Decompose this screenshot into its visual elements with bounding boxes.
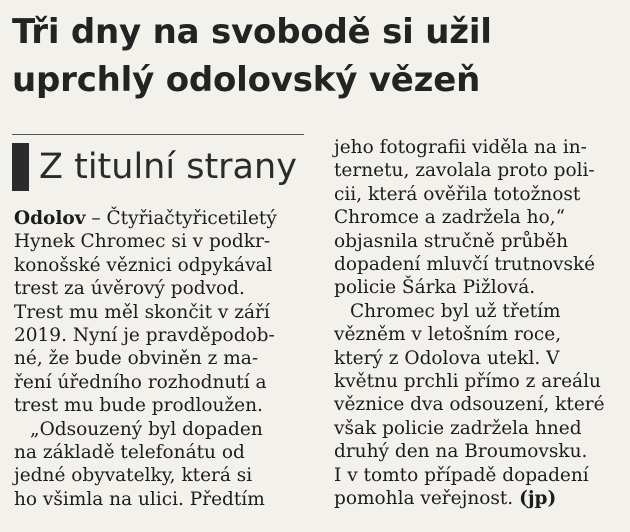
paragraph-line: jedné obyvatelky, která si (14, 465, 253, 487)
last-line-text: pomohla veřejnost. (334, 488, 520, 510)
paragraph-line: květnu prchli přímo z areálu (334, 371, 601, 393)
headline-line-1: Tři dny na svobodě si užil (12, 12, 492, 52)
paragraph-line: trest mu bude prodloužen. (14, 395, 263, 417)
paragraph-line: né, že bude obviněn z ma- (14, 348, 259, 370)
paragraph-line: objasnila stručně průběh (334, 230, 568, 252)
paragraph-line: který z Odolova utekl. V (334, 347, 560, 369)
paragraph-line: Chromce a zadržela ho,“ (334, 207, 566, 229)
article-headline (12, 8, 622, 104)
paragraph-line: Hynek Chromec si v podkr- (14, 231, 271, 253)
author-signature: (jp) (519, 488, 557, 510)
paragraph-line (14, 207, 306, 230)
section-rubric (12, 143, 304, 193)
paragraph-line: však policie zadržela hned (334, 417, 582, 439)
rubric-bar (12, 143, 29, 191)
paragraph-line: dopadení mluvčí trutnovské (334, 254, 596, 276)
paragraph-line: jeho fotografii viděla na in- (334, 137, 587, 158)
paragraph-line: ternetu, zavolala proto poli- (334, 160, 595, 182)
rubric-top-rule (12, 134, 304, 135)
rubric-title: Z titulní strany (39, 147, 297, 187)
dateline-rest: – Čtyřiačtyřicetiletý (85, 208, 277, 229)
paragraph-line: Chromec byl už třetím (350, 300, 561, 322)
paragraph-line: ho všimla na ulici. Předtím (14, 488, 265, 510)
article-column-left (14, 207, 306, 511)
paragraph-line: Trest mu měl skončit v září (14, 301, 270, 323)
paragraph-line: 2019. Nyní je pravděpodob- (14, 325, 275, 347)
paragraph-line: konošské věznici odpykával (14, 254, 273, 276)
paragraph-line (334, 487, 624, 510)
paragraph-line: policie Šárka Pižlová. (334, 277, 536, 299)
paragraph-line: cii, která ověřila totožnost (334, 183, 581, 205)
article-column-right (334, 136, 624, 511)
paragraph-line: I v tomto případě dopadení (334, 464, 589, 486)
paragraph-line: na základě telefonátu od (14, 442, 245, 464)
dateline: Odolov (14, 208, 86, 229)
paragraph-line: trest za úvěrový podvod. (14, 278, 245, 300)
headline-line-2: uprchlý odolovský vězeň (12, 60, 481, 100)
paragraph-line: věznice dva odsouzení, které (334, 394, 605, 416)
paragraph-line: „Odsouzený byl dopaden (30, 418, 263, 440)
paragraph-line: ření úředního rozhodnutí a (14, 371, 267, 393)
paragraph-line: druhý den na Broumovsku. (334, 441, 588, 463)
paragraph-line: vězněm v letošním roce, (334, 324, 562, 346)
